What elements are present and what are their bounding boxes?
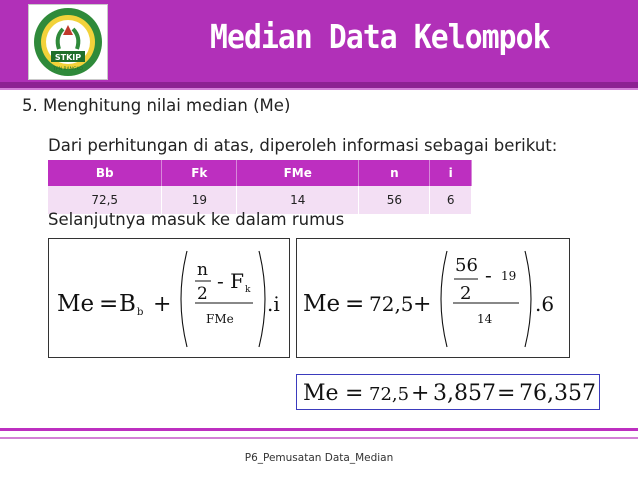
table-cell: 19: [162, 186, 237, 214]
table-header-row: [48, 160, 472, 186]
column-header: n: [359, 160, 430, 186]
formula-base: B: [119, 291, 136, 317]
table-cell: 72,5: [48, 186, 162, 214]
formula-base-subscript: b: [137, 307, 144, 318]
column-header: FMe: [237, 160, 359, 186]
header-accent-line: [0, 88, 638, 90]
result-term: 3,857: [433, 381, 496, 406]
formula-times-i: .i: [267, 292, 280, 316]
formula-plus: +: [153, 292, 172, 317]
step-heading: 5. Menghitung nilai median (Me): [22, 96, 291, 115]
right-paren-icon: [525, 251, 531, 347]
formula-times-i-value: .6: [535, 292, 555, 316]
footer-line: [0, 437, 638, 439]
formula-base-value: 72,5: [369, 292, 414, 316]
result-equals-final: =: [497, 381, 516, 406]
data-table: [48, 160, 472, 214]
formula-minus: -: [485, 263, 492, 287]
formula-fme: FMe: [206, 312, 234, 326]
formula-lhs: Me: [303, 291, 341, 317]
logo-caption: TPN BANGKO: [53, 67, 83, 72]
substituted-formula-box: [296, 238, 570, 358]
formula-minus-fk: - F: [217, 269, 244, 293]
formula-lhs: Me: [57, 291, 95, 317]
formula-n-value: 56: [455, 255, 478, 276]
right-paren-icon: [259, 251, 265, 347]
column-header: Bb: [48, 160, 162, 186]
formula-fk-subscript: k: [245, 285, 251, 295]
column-header: Fk: [162, 160, 237, 186]
table-cell: 14: [237, 186, 359, 214]
formula-n: n: [197, 260, 208, 280]
result-base: 72,5: [369, 384, 410, 405]
formula-fme-value: 14: [477, 312, 493, 326]
formula-fk-value: 19: [501, 269, 517, 283]
result-value: 76,357: [519, 381, 596, 406]
formula-two: 2: [460, 283, 472, 304]
result-plus: +: [411, 381, 430, 406]
formula-two: 2: [197, 284, 208, 304]
median-formula-box: [48, 238, 290, 358]
table-cell: 6: [430, 186, 472, 214]
formula-equals: =: [345, 291, 365, 317]
column-header: i: [430, 160, 472, 186]
formula-plus: +: [413, 292, 432, 317]
footer-band: [0, 428, 638, 431]
result-lhs: Me: [303, 381, 339, 406]
left-paren-icon: [441, 251, 447, 347]
result-equals: =: [345, 381, 364, 406]
result-formula-box: [296, 374, 600, 410]
footer-label: P6_Pemusatan Data_Median: [244, 452, 394, 464]
logo-text: STKIP: [54, 53, 82, 62]
slide-title: Median Data Kelompok: [210, 17, 550, 56]
formula-equals: =: [99, 291, 119, 317]
left-paren-icon: [181, 251, 187, 347]
intro-text: Dari perhitungan di atas, diperoleh informasi sebagai berikut:: [48, 136, 558, 155]
followup-text: Selanjutnya masuk ke dalam rumus: [48, 210, 345, 229]
institution-logo: [28, 4, 108, 80]
table-cell: 56: [359, 186, 430, 214]
